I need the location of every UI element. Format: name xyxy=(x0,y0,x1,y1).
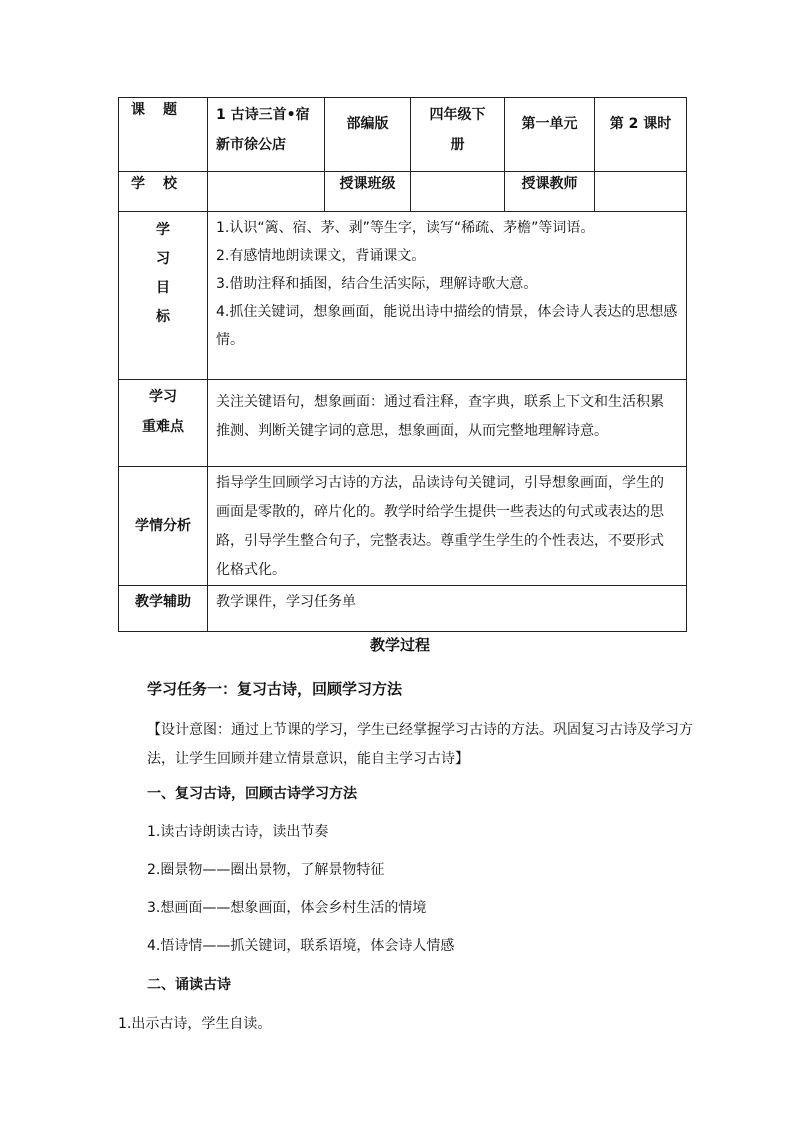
step-item: 3.想画面——想象画面，体会乡村生活的情境 xyxy=(147,900,427,916)
table-row xyxy=(119,467,687,586)
lesson-period-cell: 第 2 课时 xyxy=(595,98,687,172)
analysis-label: 学情分析 xyxy=(119,467,208,586)
school-value xyxy=(208,172,325,212)
aids-label: 教学辅助 xyxy=(119,586,208,632)
grade-line2: 册 xyxy=(450,137,465,153)
class-value xyxy=(411,172,505,212)
objectives-label-char: 学 xyxy=(156,222,170,238)
key-points-label-line2: 重难点 xyxy=(142,419,184,435)
step-item: 1.读古诗朗读古诗，读出节奏 xyxy=(147,824,329,840)
grade-line1: 四年级下 xyxy=(429,107,486,123)
aids-text: 教学课件，学习任务单 xyxy=(208,586,687,632)
table-row xyxy=(119,98,687,172)
lesson-title-cell xyxy=(208,98,325,172)
table-row xyxy=(119,212,687,380)
objectives-content xyxy=(208,212,687,380)
lesson-info-table xyxy=(118,97,687,632)
teacher-value xyxy=(595,172,687,212)
objective-item: 3.借助注释和插图，结合生活实际，理解诗歌大意。 xyxy=(216,276,538,292)
section2-heading: 二、诵读古诗 xyxy=(147,977,231,993)
step-item: 2.圈景物——圈出景物，了解景物特征 xyxy=(147,862,385,878)
table-row xyxy=(119,586,687,632)
class-label: 授课班级 xyxy=(325,172,411,212)
process-heading: 教学过程 xyxy=(369,636,430,654)
section1-heading: 一、复习古诗，回顾古诗学习方法 xyxy=(147,786,357,802)
school-label: 学校 xyxy=(119,172,208,212)
design-intent: 【设计意图：通过上节课的学习，学生已经掌握学习古诗的方法。巩固复习古诗及学习方法，让学生回顾并建立情景意识，能自主学习古诗】 xyxy=(147,722,693,767)
objective-item: 4.抓住关键词，想象画面，能说出诗中描绘的情景，体会诗人表达的思想感情。 xyxy=(216,304,678,348)
teacher-label: 授课教师 xyxy=(505,172,595,212)
analysis-text: 指导学生回顾学习古诗的方法，品读诗句关键词，引导想象画面，学生的画面是零散的，碎片化的。教学时给学生提供一些表达的句式或表达的思路，引导学生整合句子，完整表达。尊重学生学生的个性表达，不要形式化格式化。 xyxy=(208,467,687,586)
objectives-label xyxy=(119,212,208,380)
topic-label: 课题 xyxy=(119,98,208,172)
task1-heading: 学习任务一：复习古诗，回顾学习方法 xyxy=(147,680,403,698)
key-points-label-line1: 学习 xyxy=(149,389,177,405)
unit-cell: 第一单元 xyxy=(505,98,595,172)
key-points-label xyxy=(119,380,208,467)
key-points-text: 关注关键语句，想象画面：通过看注释，查字典，联系上下文和生活积累推测、判断关键字词的意思，想象画面，从而完整地理解诗意。 xyxy=(208,380,687,467)
grade-cell xyxy=(411,98,505,172)
lesson-title-line2: 新市徐公店 xyxy=(216,137,286,153)
objectives-label-char: 标 xyxy=(156,309,170,325)
objective-item: 1.认识“篱、宿、茅、剥”等生字，读写“稀疏、茅檐”等词语。 xyxy=(216,220,595,236)
table-row xyxy=(119,172,687,212)
edition-cell: 部编版 xyxy=(325,98,411,172)
objectives-label-char: 目 xyxy=(156,280,170,296)
last-item: 1.出示古诗，学生自读。 xyxy=(118,1016,272,1032)
objectives-label-char: 习 xyxy=(156,251,170,267)
table-row xyxy=(119,380,687,467)
objective-item: 2.有感情地朗读课文，背诵课文。 xyxy=(216,248,426,264)
step-item: 4.悟诗情——抓关键词，联系语境，体会诗人情感 xyxy=(147,938,455,954)
lesson-title-line1: 1 古诗三首•宿 xyxy=(216,107,310,123)
